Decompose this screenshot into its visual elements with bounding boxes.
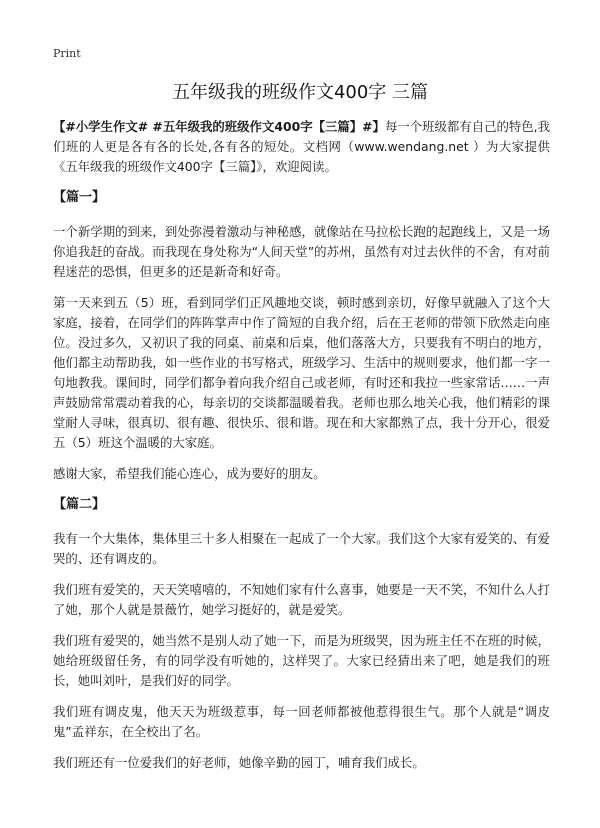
- section-heading-1: 【篇一】: [53, 190, 106, 205]
- print-label: Print: [53, 47, 81, 60]
- page-title: 五年级我的班级作文400字 三篇: [171, 82, 429, 103]
- paragraph: 我们班有调皮鬼，他天天为班级惹事，每一回老师都被他惹得很生气。那个人就是“调皮鬼”孟祥东，在全校出了名。: [53, 704, 550, 739]
- paragraph: 第一天来到五（5）班，看到同学们正风趣地交谈，顿时感到亲切，好像早就融入了这个大家庭，接着，在同学们的阵阵掌声中作了简短的自我介绍，后在王老师的带领下欣然走向座位。没过多久，又初识了我的同桌、前桌和后桌，他们落落大方，只要我有不明白的地方，他们都主动帮助我，如一些作业的书写格式，班级学习、生活中的规则要求，他们都一字一句地教我。课间时，同学们都争着向我介绍自己或老师，有时还和我拉一些家常话……一声声鼓励常常震动着我的心，每亲切的交谈都温暖着我。老师也那么地关心我，他们精彩的课堂耐人寻味，很真切、很有趣、很快乐、很和谐。现在和大家都熟了点，我十分开心，很爱五（5）班这个温暖的大家庭。: [53, 295, 550, 450]
- paragraph: 我们班还有一位爱我们的好老师，她像辛勤的园丁，哺育我们成长。: [53, 755, 425, 770]
- paragraph: 我们班有爱笑的，天天笑嘻嘻的，不知她们家有什么喜事，她要是一天不笑，不知什么人打了她，那个人就是景薇竹，她学习挺好的，就是爱笑。: [53, 582, 550, 617]
- paragraph: 我有一个大集体，集体里三十多人相聚在一起成了一个大家。我们这个大家有爱笑的、有爱哭的、还有调皮的。: [53, 531, 550, 566]
- paragraph: 感谢大家，希望我们能心连心，成为要好的朋友。: [53, 466, 326, 481]
- intro-tag: 【#小学生作文# #五年级我的班级作文400字【三篇】#】: [53, 119, 385, 134]
- intro-paragraph: [53, 117, 550, 177]
- paragraph: 一个新学期的到来，到处弥漫着激动与神秘感，就像站在马拉松长跑的起跑线上，又是一场你追我赶的奋战。而我现在身处称为“人间天堂”的苏州，虽然有对过去伙伴的不舍，有对前程迷茫的恐惧，但更多的还是新奇和好奇。: [53, 224, 550, 279]
- article-body: [53, 117, 550, 784]
- intro-text: 每一个班级都有自己的特色,我们班的人更是各有各的长处,各有各的短处。文档网（www.wendang.net ）为大家提供《五年级我的班级作文400字【三篇】》，欢迎阅读。: [53, 119, 550, 174]
- paragraph: 我们班有爱哭的，她当然不是别人动了她一下，而是为班级哭，因为班主任不在班的时候，她给班级留任务，有的同学没有听她的，这样哭了。大家已经猜出来了吧，她是我们的班长，她叫刘叶，是我们好的同学。: [53, 633, 550, 688]
- section-heading-2: 【篇二】: [53, 497, 106, 512]
